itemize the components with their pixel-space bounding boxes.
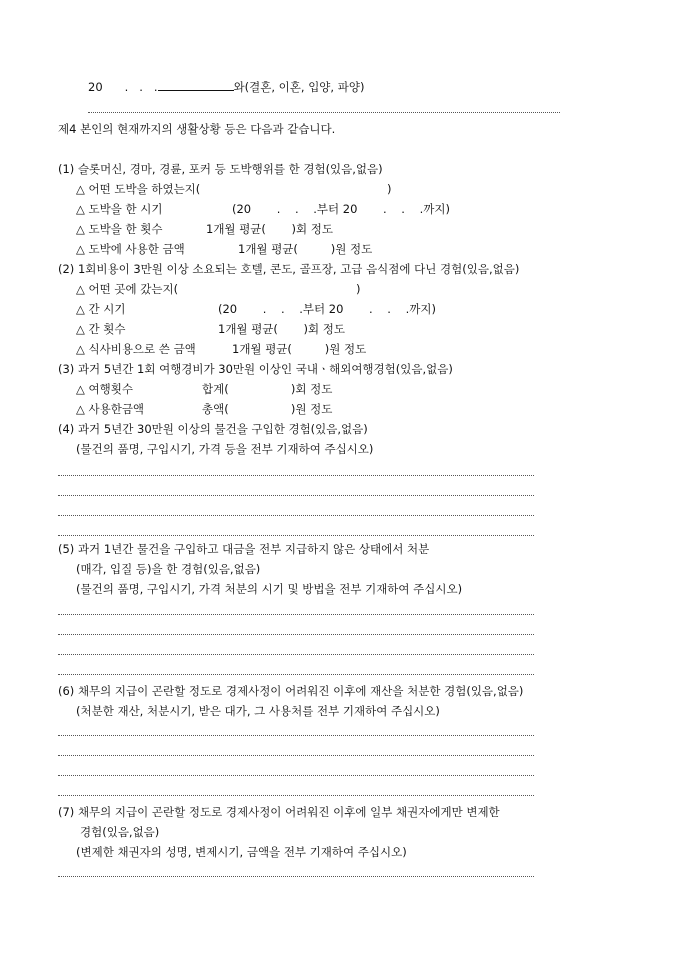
q1-heading: (1) 슬롯머신, 경마, 경륜, 포커 등 도박행위를 한 경험(있음,없음) [58,162,383,176]
section4-title: 제4 본인의 현재까지의 생활상황 등은 다음과 같습니다. [58,122,336,136]
q1-item-label: △ 도박을 한 횟수 [76,222,163,236]
q1-item-value[interactable]: ) [387,182,392,196]
q7-heading: (7) 채무의 지급이 곤란할 정도로 경제사정이 어려워진 이후에 일부 채권자에게만 변제한 [58,805,500,819]
q3-heading: (3) 과거 5년간 1회 여행경비가 30만원 이상인 국내ㆍ해외여행경험(있음,없음) [58,362,453,376]
q2-item-label: △ 식사비용으로 쓴 금액 [76,342,196,356]
q4-answer-line[interactable] [58,535,534,536]
q7-note: (변제한 채권자의 성명, 변제시기, 금액을 전부 기재하여 주십시오) [76,845,407,859]
q6-answer-line[interactable] [58,775,534,776]
q5-heading: (5) 과거 1년간 물건을 구입하고 대금을 전부 지급하지 않은 상태에서 처분 [58,542,430,556]
marriage-date-line [88,80,364,94]
q2-item-value[interactable]: (20 . . .부터 20 . . .까지) [218,302,436,316]
q7-answer-line[interactable] [58,876,534,877]
q7-heading-cont: 경험(있음,없음) [80,825,160,839]
q5-answer-line[interactable] [58,614,534,615]
q3-item-label: △ 여행횟수 [76,382,133,396]
q1-item-value[interactable]: 1개월 평균( )회 정도 [206,222,333,236]
q5-answer-line[interactable] [58,654,534,655]
year-prefix: 20 [88,80,103,94]
q2-item-value[interactable]: ) [356,282,361,296]
q1-item-value[interactable]: 1개월 평균( )원 정도 [238,242,373,256]
q6-answer-line[interactable] [58,795,534,796]
q5-note: (물건의 품명, 구입시기, 가격 처분의 시기 및 방법을 전부 기재하여 주십시오) [76,582,463,596]
q1-item-label: △ 도박에 사용한 금액 [76,242,185,256]
spouse-name-blank[interactable] [158,80,234,91]
q4-answer-line[interactable] [58,495,534,496]
q2-item-value[interactable]: 1개월 평균( )원 정도 [232,342,367,356]
q4-heading: (4) 과거 5년간 30만원 이상의 물건을 구입한 경험(있음,없음) [58,422,368,436]
date-dots: . . . [124,80,158,94]
q4-note: (물건의 품명, 구입시기, 가격 등을 전부 기재하여 주십시오) [76,442,374,456]
q6-note: (처분한 재산, 처분시기, 받은 대가, 그 사용처를 전부 기재하여 주십시오) [76,704,440,718]
marital-event-options: 와(결혼, 이혼, 입양, 파양) [233,80,365,94]
q3-item-value[interactable]: 총액( )원 정도 [202,402,333,416]
q1-item-value[interactable]: (20 . . .부터 20 . . .까지) [232,202,450,216]
q2-heading: (2) 1회비용이 3만원 이상 소요되는 호텔, 콘도, 골프장, 고급 음식점에 다닌 경험(있음,없음) [58,262,520,276]
q6-answer-line[interactable] [58,735,534,736]
q3-item-label: △ 사용한금액 [76,402,145,416]
q6-heading: (6) 채무의 지급이 곤란할 정도로 경제사정이 어려워진 이후에 재산을 처분한 경험(있음,없음) [58,684,524,698]
q1-item-label: △ 도박을 한 시기 [76,202,163,216]
q5-answer-line[interactable] [58,634,534,635]
q1-item-label: △ 어떤 도박을 하였는지( [76,182,201,196]
q2-item-label: △ 어떤 곳에 갔는지( [76,282,179,296]
q3-item-value[interactable]: 합계( )회 정도 [202,382,333,396]
q4-answer-line[interactable] [58,515,534,516]
q5-heading-cont: (매각, 입질 등)을 한 경험(있음,없음) [76,562,261,576]
q4-answer-line[interactable] [58,475,534,476]
q2-item-label: △ 간 횟수 [76,322,126,336]
q2-item-value[interactable]: 1개월 평균( )회 정도 [218,322,345,336]
q6-answer-line[interactable] [58,755,534,756]
q5-answer-line[interactable] [58,674,534,675]
q2-item-label: △ 간 시기 [76,302,126,316]
dotted-fill-line[interactable] [88,112,560,113]
